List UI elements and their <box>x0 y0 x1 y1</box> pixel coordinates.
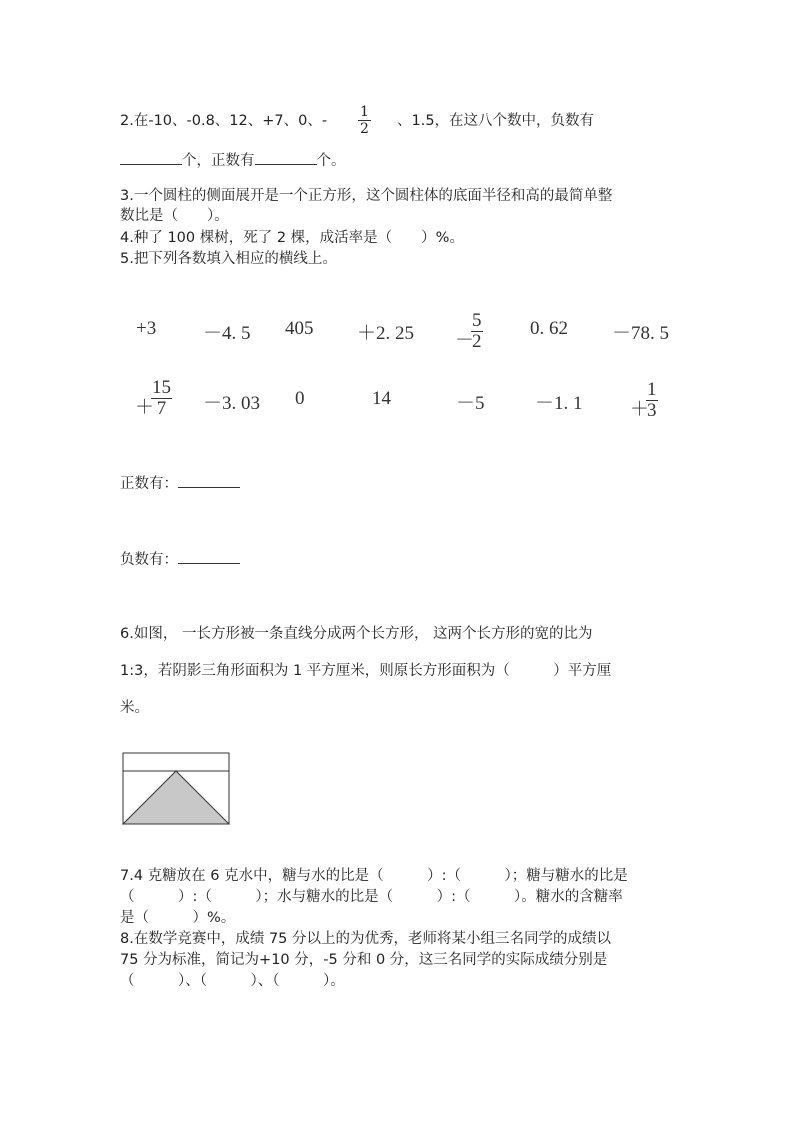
positive-numbers-blank[interactable] <box>178 473 240 488</box>
q2-line1 <box>120 111 327 131</box>
number-item: 405 <box>285 318 314 339</box>
q4-line1: 4.种了 100 棵树，死了 2 棵，成活率是（ ）%。 <box>120 230 464 246</box>
q7-line1: 7.4 克糖放在 6 克水中，糖与水的比是（ ）:（ ）；糖与糖水的比是 <box>120 868 628 884</box>
number-item: ＋2. 25 <box>357 323 415 344</box>
fraction-sign: － <box>455 330 475 351</box>
negative-numbers-blank[interactable] <box>178 549 240 564</box>
q8-line3: （ ）、（ ）、（ ）。 <box>120 973 345 989</box>
fraction-numerator: 15 <box>152 377 171 398</box>
q6-line2: 1:3，若阴影三角形面积为 1 平方厘米，则原长方形面积为（ ）平方厘 <box>120 663 612 679</box>
q2-line1-tail <box>397 111 594 131</box>
q2-text-a: 2.在-10、-0.8、12、+7、0、- <box>120 113 328 129</box>
q2-frac-den: 2 <box>360 121 369 137</box>
number-item: －1. 1 <box>535 393 583 414</box>
q2-text-b: 、1.5，在这八个数中，负数有 <box>397 113 595 129</box>
fraction-sign: ＋ <box>630 399 650 420</box>
negative-label: 负数有： <box>120 552 178 568</box>
number-item: 14 <box>372 388 391 409</box>
fraction-denominator: 2 <box>472 331 482 352</box>
positive-label: 正数有： <box>120 476 178 492</box>
q7-line3: 是（ ）%。 <box>120 910 236 926</box>
fraction-denominator: 3 <box>647 400 657 421</box>
q7-line2: （ ）:（ ）；水与糖水的比是（ ）:（ ）。糖水的含糖率 <box>120 889 623 905</box>
number-item: －3. 03 <box>203 393 261 414</box>
number-item: －4. 5 <box>203 323 251 344</box>
q6-line1: 6.如图， 一长方形被一条直线分成两个长方形， 这两个长方形的宽的比为 <box>120 626 593 642</box>
fraction-sign: ＋ <box>135 397 155 418</box>
fraction-numerator: 1 <box>647 379 657 400</box>
q3-line1: 3.一个圆柱的侧面展开是一个正方形，这个圆柱体的底面半径和高的最简单整 <box>120 188 613 204</box>
q2-line2-b: 个。 <box>316 153 346 169</box>
negative-numbers-line <box>120 549 240 570</box>
number-item: －5 <box>456 393 485 414</box>
q3-line2: 数比是（ ）。 <box>120 208 229 224</box>
number-item: 0 <box>295 388 305 409</box>
q8-line1: 8.在数学竞赛中，成绩 75 分以上的为优秀，老师将某小组三名同学的成绩以 <box>120 931 612 947</box>
q2-frac-num: 1 <box>360 104 369 120</box>
q2-line2 <box>120 150 346 171</box>
positive-answer-blank[interactable] <box>255 150 317 165</box>
negative-answer-blank[interactable] <box>120 150 182 165</box>
q8-line2: 75 分为标准，简记为+10 分，-5 分和 0 分，这三名同学的实际成绩分别是 <box>120 952 608 968</box>
rectangle-triangle-figure <box>122 752 232 826</box>
q6-line3: 米。 <box>120 700 149 716</box>
number-item: +3 <box>136 318 157 339</box>
positive-numbers-line <box>120 473 240 494</box>
q2-line2-a: 个，正数有 <box>182 153 255 169</box>
fraction-denominator: 7 <box>156 398 167 419</box>
q5-line1: 5.把下列各数填入相应的横线上。 <box>120 251 337 267</box>
q2-fraction <box>358 104 371 137</box>
fraction-numerator: 5 <box>472 310 482 331</box>
number-item: －78. 5 <box>612 323 670 344</box>
number-item: 0. 62 <box>530 318 568 339</box>
